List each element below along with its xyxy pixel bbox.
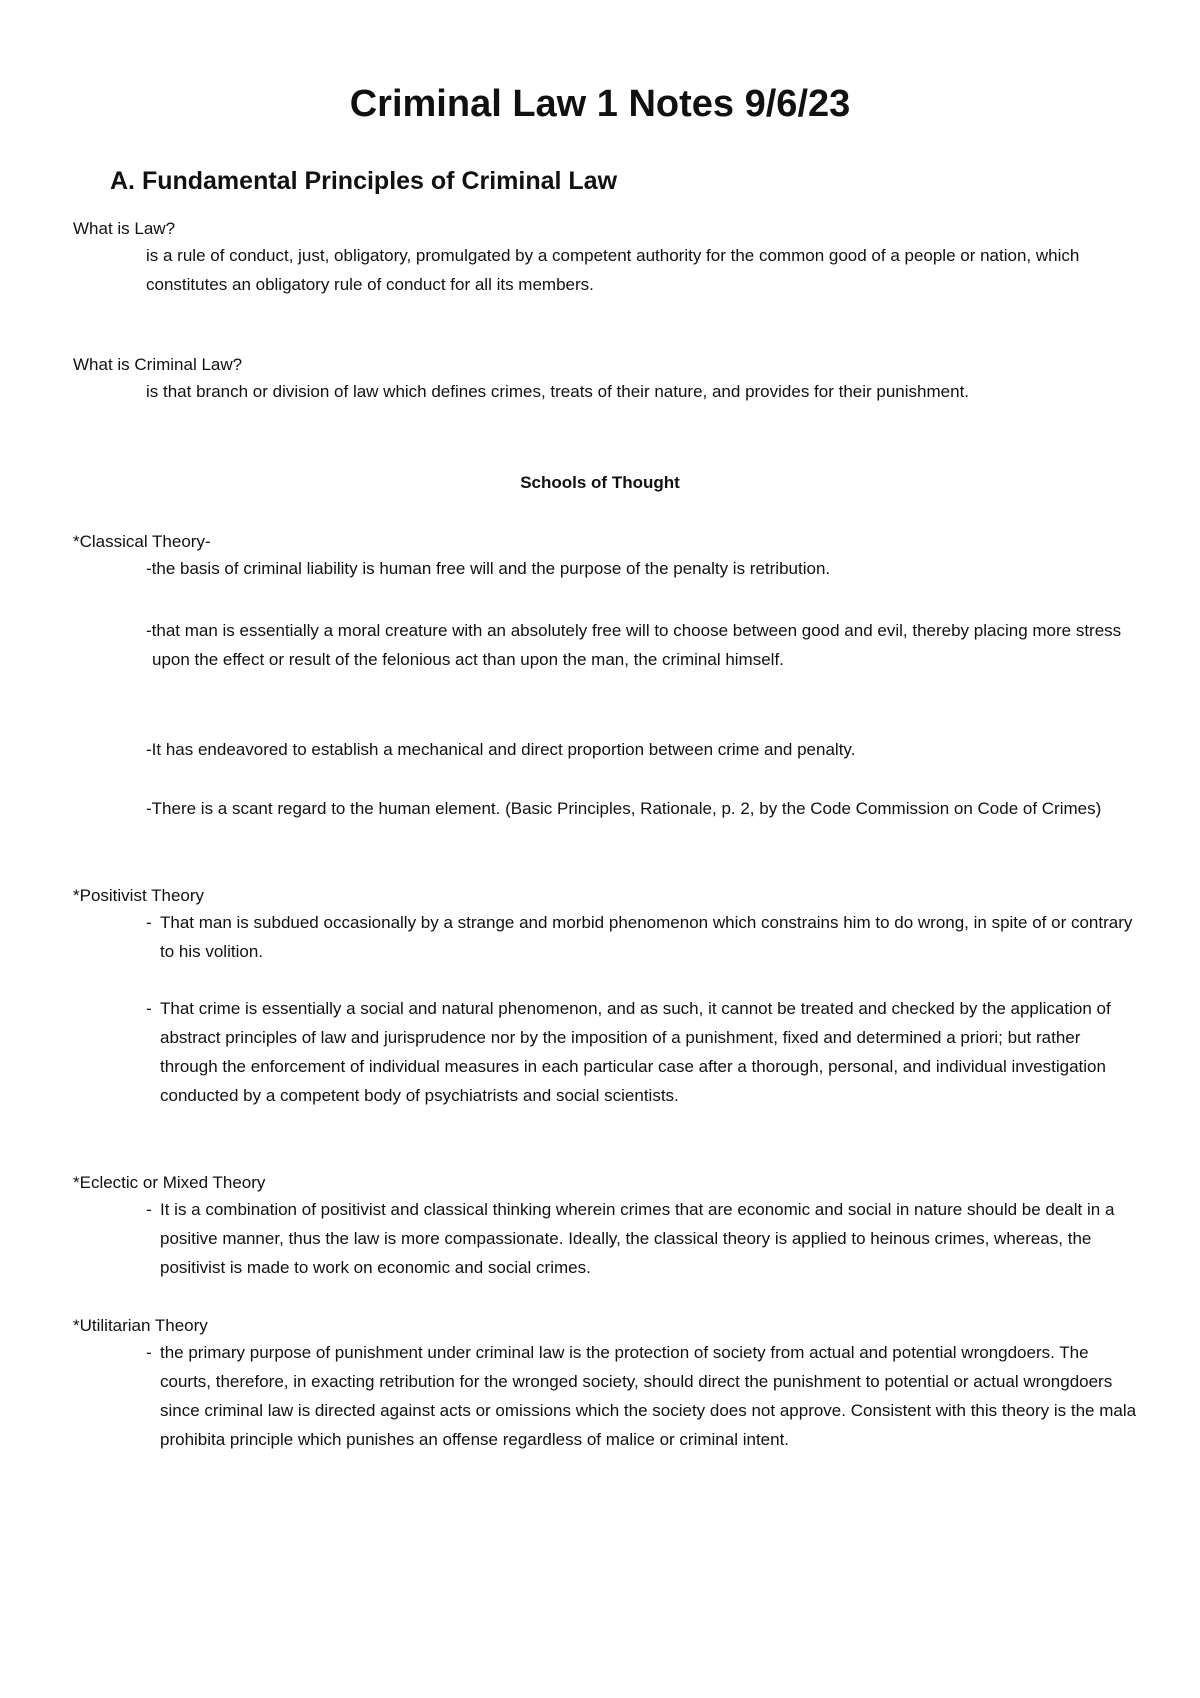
question-what-is-law: What is Law?: [73, 219, 176, 238]
positivist-point-2: [146, 994, 1140, 1110]
bullet-dash: -: [146, 1343, 152, 1362]
answer-what-is-criminal-law: is that branch or division of law which defines crimes, treats of their nature, and provides for their punishment.: [146, 382, 970, 401]
bullet-dash: -: [146, 913, 152, 932]
classical-point-3: -It has endeavored to establish a mechanical and direct proportion between crime and penalty.: [146, 740, 856, 759]
classical-point-2-text: -that man is essentially a moral creature with an absolutely free will to choose between good and evil, thereby placing more stress upon the effect or result of the felonious act than upon the man, the criminal himself.: [146, 621, 1122, 669]
bullet-dash: -: [146, 999, 152, 1018]
classical-point-4-text: -There is a scant regard to the human element. (Basic Principles, Rationale, p. 2, by the Code Commission on Code of Crimes): [146, 799, 1102, 818]
schools-of-thought-heading: Schools of Thought: [520, 473, 680, 492]
question-what-is-criminal-law: What is Criminal Law?: [73, 355, 243, 374]
utilitarian-theory-heading: *Utilitarian Theory: [73, 1316, 208, 1335]
positivist-point-1-text: That man is subdued occasionally by a strange and morbid phenomenon which constrains him to do wrong, in spite of or contrary to his volition.: [160, 913, 1133, 961]
positivist-theory-heading: *Positivist Theory: [73, 886, 205, 905]
classical-point-1: -the basis of criminal liability is human free will and the purpose of the penalty is retribution.: [146, 559, 831, 578]
document-title: Criminal Law 1 Notes 9/6/23: [349, 83, 851, 125]
eclectic-point-1: [146, 1195, 1140, 1282]
classical-point-4: [146, 794, 1136, 823]
classical-theory-heading: *Classical Theory-: [73, 532, 211, 551]
classical-point-2: [146, 616, 1126, 674]
section-heading: A. Fundamental Principles of Criminal Law: [110, 167, 618, 195]
utilitarian-point-1-text: the primary purpose of punishment under criminal law is the protection of society from actual and potential wrongdoers. The courts, therefore, in exacting retribution for the wronged society, should direct the punishment to potential or actual wrongdoers since criminal law is directed against acts or omissions which the society does not approve. Consistent with this theory is the mala prohibita principle which punishes an offense regardless of malice or criminal intent.: [160, 1343, 1137, 1449]
eclectic-theory-heading: *Eclectic or Mixed Theory: [73, 1173, 266, 1192]
utilitarian-point-1: [146, 1338, 1140, 1454]
bullet-dash: -: [146, 1200, 152, 1219]
positivist-point-2-text: That crime is essentially a social and natural phenomenon, and as such, it cannot be treated and checked by the application of abstract principles of law and jurisprudence nor by the imposition of a punishment, fixed and determined a priori; but rather through the enforcement of individual measures in each particular case after a thorough, personal, and individual investigation conducted by a competent body of psychiatrists and social scientists.: [160, 999, 1111, 1105]
answer-what-is-law: is a rule of conduct, just, obligatory, promulgated by a competent authority for the common good of a people or nation, which constitutes an obligatory rule of conduct for all its members.: [146, 246, 1080, 294]
positivist-point-1: [146, 908, 1140, 966]
eclectic-point-1-text: It is a combination of positivist and classical thinking wherein crimes that are economic and social in nature should be dealt in a positive manner, thus the law is more compassionate. Ideally, the classical theory is applied to heinous crimes, whereas, the positivist is made to work on economic and social crimes.: [160, 1200, 1115, 1277]
